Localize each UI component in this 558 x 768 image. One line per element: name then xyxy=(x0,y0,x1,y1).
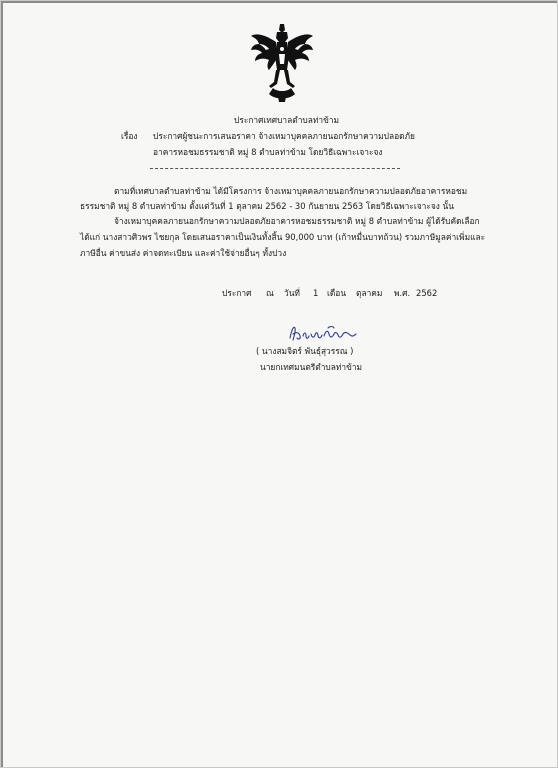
subject-line-1: ประกาศผู้ชนะการเสนอราคา จ้างเหมาบุคคลภายนอกรักษาความปลอดภัย xyxy=(153,131,415,141)
paragraph-2-line-3: ภาษีอื่น ค่าขนส่ง ค่าจดทะเบียน และค่าใช้จ่ายอื่นๆ ทั้งปวง xyxy=(80,248,287,258)
announce-year-label: พ.ศ. xyxy=(394,288,411,298)
announce-year: 2562 xyxy=(416,288,438,298)
garuda-emblem-icon xyxy=(249,22,315,104)
announce-day-label: วันที่ xyxy=(284,288,300,298)
announce-label: ประกาศ xyxy=(222,288,252,298)
signatory-position: นายกเทศมนตรีตำบลท่าข้าม xyxy=(260,362,363,372)
announce-month: ตุลาคม xyxy=(356,288,383,298)
announce-at: ณ xyxy=(266,288,274,298)
announce-day: 1 xyxy=(313,288,319,298)
announce-month-label: เดือน xyxy=(327,288,347,298)
header-divider xyxy=(150,168,400,169)
document-org-title: ประกาศเทศบาลตำบลท่าข้าม xyxy=(234,115,340,125)
signatory-name: ( นางสมจิตร์ พันธุ์สุวรรณ ) xyxy=(256,346,354,356)
handwritten-signature xyxy=(288,322,358,344)
paragraph-2-line-2: ได้แก่ นางสาวศิวพร ไชยกุล โดยเสนอราคาเป็นเงินทั้งสิ้น 90,000 บาท (เก้าหมื่นบาทถ้วน) รวมภาษีมูลค่าเพิ่มและ xyxy=(80,232,486,242)
subject-label: เรื่อง xyxy=(121,131,138,141)
paragraph-2-line-1: จ้างเหมาบุคคลภายนอกรักษาความปลอดภัยอาคารหอชมธรรมชาติ หมู่ 8 ตำบลท่าข้าม ผู้ได้รับคัดเลือก xyxy=(114,216,480,226)
subject-line-2: อาคารหอชมธรรมชาติ หมู่ 8 ตำบลท่าข้าม โดยวิธีเฉพาะเจาะจง xyxy=(153,147,383,157)
paragraph-1-line-1: ตามที่เทศบาลตำบลท่าข้าม ได้มีโครงการ จ้างเหมาบุคคลภายนอกรักษาความปลอดภัยอาคารหอชม xyxy=(114,186,468,196)
paragraph-1-line-2: ธรรมชาติ หมู่ 8 ตำบลท่าข้าม ตั้งแต่วันที่ 1 ตุลาคม 2562 - 30 กันยายน 2563 โดยวิธีเฉพาะเจาะจง นั้น xyxy=(80,201,454,211)
